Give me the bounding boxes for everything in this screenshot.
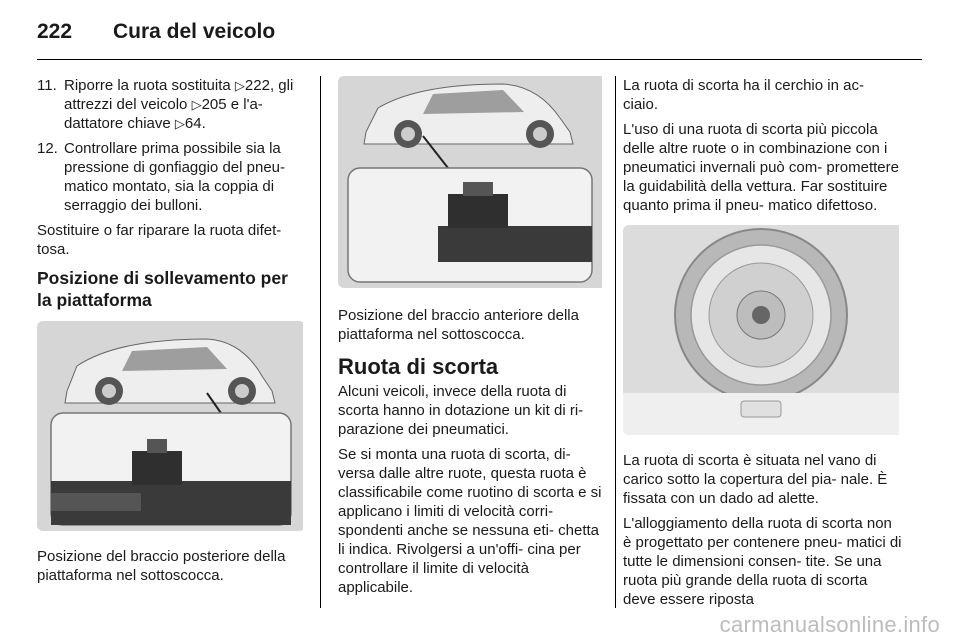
section-title: Ruota di scorta [338,354,499,379]
reference-arrow-icon[interactable]: ▷ [234,78,245,93]
column-divider [615,76,616,608]
column-3 [623,76,903,615]
column-1 [37,76,305,591]
figure-spare-wheel [623,225,903,435]
page-header [37,14,275,50]
paragraph: La ruota di scorta ha il cerchio in ac- ciaio. [623,77,864,113]
column-divider [320,76,321,608]
reference-arrow-icon[interactable]: ▷ [191,97,202,112]
page-number: 222 [37,20,73,43]
column-2 [338,76,606,603]
paragraph: L'uso di una ruota di scorta più piccola delle altre ruote o in combinazione con i pneumatici invernali può com- promettere la guidabilità della vettura. Far sostituire quanto prima il pneu- matico difettoso. [623,121,899,214]
paragraph: La ruota di scorta è situata nel vano di carico sotto la copertura del pia- nale. È fissata con un dado ad alette. [623,452,888,507]
chapter-title: Cura del veicolo [113,20,276,43]
subsection-heading: Posizione di sollevamento per la piattaforma [37,268,288,310]
reference-arrow-icon[interactable]: ▷ [174,116,185,131]
paragraph: L'alloggiamento della ruota di scorta non è progettato per contenere pneu- matici di tutte le dimensioni consen- tite. Se una ruota più grande della ruota di scorta deve essere riposta [623,515,902,608]
list-item: 12. Controllare prima possibile sia la pressione di gonfiaggio del pneu- matico montato, sia la coppia di serraggio dei bulloni. [37,140,285,214]
figure-front-arm [338,76,606,288]
figure-caption: Posizione del braccio anteriore della piattaforma nel sottoscocca. [338,307,579,343]
list-item: 11. Riporre la ruota sostituita ▷222, gli attrezzi del veicolo ▷205 e l'a- dattatore chiave ▷64. [37,77,294,132]
paragraph: Alcuni veicoli, invece della ruota di scorta hanno in dotazione un kit di ri- parazione dei pneumatici. [338,383,584,438]
paragraph: Se si monta una ruota di scorta, di- versa dalle altre ruote, questa ruota è classificabile come ruotino di scorta e si applicano i limiti di velocità corri- spondenti anche se nessuna eti- chetta li indica. Rivolgersi a un'offi- cina per controllare il limite di velocità applicabile. [338,446,602,596]
header-rule [37,59,922,60]
watermark: carmanualsonline.info [719,612,940,637]
figure-rear-arm [37,321,305,531]
paragraph: Sostituire o far riparare la ruota difet- tosa. [37,222,282,258]
figure-caption: Posizione del braccio posteriore della piattaforma nel sottoscocca. [37,548,286,584]
